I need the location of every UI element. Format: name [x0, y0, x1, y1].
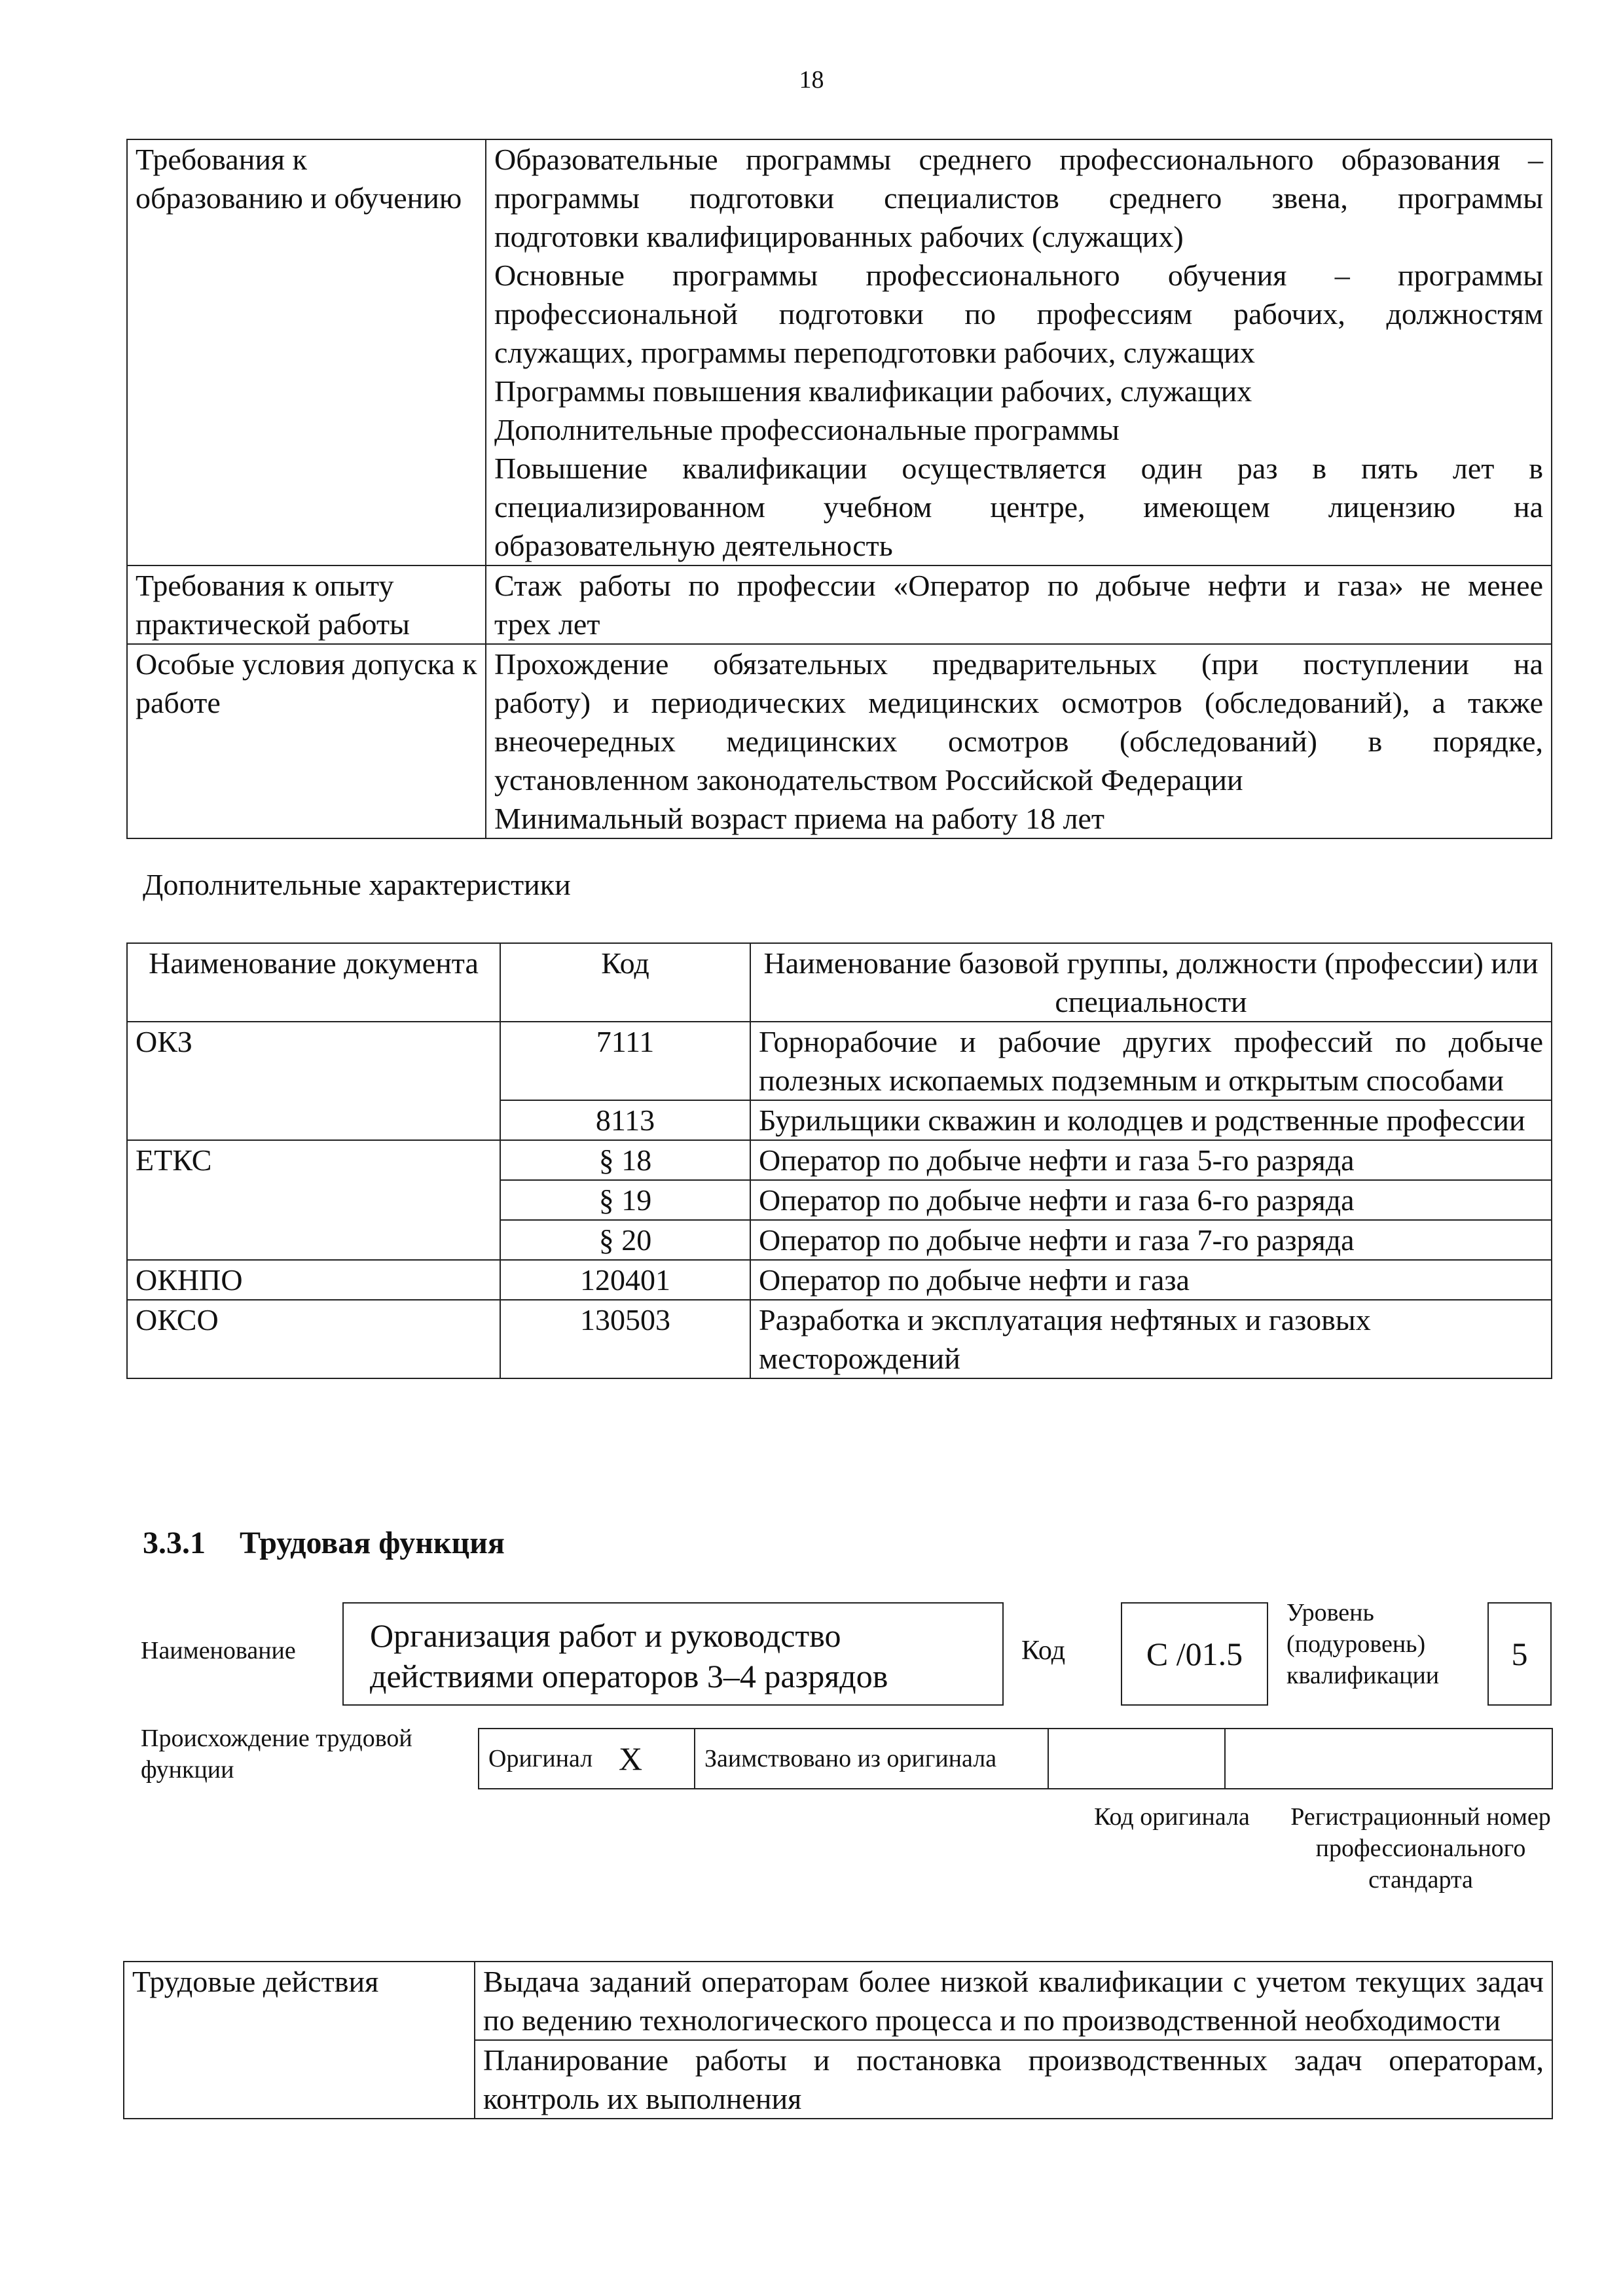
table-row: [127, 139, 1552, 565]
header-code: Код: [500, 943, 750, 1022]
req-text-experience: Стаж работы по профессии «Оператор по добыче нефти и газа» не менее трех лет: [486, 565, 1552, 644]
table-row: [127, 1140, 1552, 1180]
caption-registration-number: Регистрационный номер профессионального стандарта: [1290, 1803, 1551, 1893]
level-value-box: 5: [1487, 1602, 1552, 1706]
origin-reg-cell: [1225, 1729, 1552, 1789]
code-label: Код: [1021, 1636, 1066, 1666]
table-row: [127, 1300, 1552, 1378]
doc-cell: ОКЗ: [127, 1022, 500, 1140]
code-cell: 130503: [500, 1300, 750, 1378]
code-cell: § 18: [500, 1140, 750, 1180]
level-label: Уровень (подуровень) квалификации: [1286, 1599, 1440, 1689]
origin-mark-cell: X: [610, 1729, 695, 1789]
caption-original-code: Код оригинала: [1094, 1803, 1250, 1831]
table-row: [124, 1962, 1552, 2040]
section-title: [143, 1525, 505, 1561]
name-label: Наименование: [141, 1637, 296, 1664]
code-cell: 120401: [500, 1260, 750, 1300]
code-cell: 7111: [500, 1022, 750, 1100]
labor-action-item: Планирование работы и постановка производственных задач операторам, контроль их выполнения: [475, 2040, 1552, 2119]
table-header-row: [127, 943, 1552, 1022]
code-cell: 8113: [500, 1100, 750, 1140]
doc-cell: ОКСО: [127, 1300, 500, 1378]
origin-table: [478, 1728, 1553, 1789]
code-cell: § 19: [500, 1180, 750, 1220]
function-code-box: C /01.5: [1121, 1602, 1268, 1706]
req-label-admission: Особые условия допуска к работе: [127, 644, 486, 838]
name-cell: Горнорабочие и рабочие других профессий по добыче полезных ископаемых подземным и открытым способами: [750, 1022, 1552, 1100]
doc-cell: ЕТКС: [127, 1140, 500, 1260]
requirements-table: [126, 139, 1552, 839]
header-document: Наименование документа: [127, 943, 500, 1022]
name-cell: Бурильщики скважин и колодцев и родственные профессии: [750, 1100, 1552, 1140]
doc-cell: ОКНПО: [127, 1260, 500, 1300]
origin-code-cell: [1048, 1729, 1225, 1789]
labor-actions-table: [123, 1961, 1553, 2119]
characteristics-table: [126, 942, 1552, 1379]
name-cell: Оператор по добыче нефти и газа 5-го разряда: [750, 1140, 1552, 1180]
code-cell: § 20: [500, 1220, 750, 1260]
table-row: [127, 644, 1552, 838]
table-row: [127, 565, 1552, 644]
page-number: 18: [799, 66, 824, 94]
origin-original-cell: Оригинал: [479, 1729, 610, 1789]
labor-actions-label: Трудовые действия: [124, 1962, 475, 2119]
req-text-admission: Прохождение обязательных предварительных (при поступлении на работу) и периодических медицинских осмотров (обследований), а также внеочередных медицинских осмотров (обследований) в порядке, установленном законодательством Российской Федерации Минимальный возраст приема на работу 18 лет: [486, 644, 1552, 838]
req-label-education: Требования к образованию и обучению: [127, 139, 486, 565]
origin-borrowed-cell: Заимствовано из оригинала: [695, 1729, 1048, 1789]
origin-label: Происхождение трудовой функции: [141, 1725, 412, 1784]
req-text-education: Образовательные программы среднего профессионального образования – программы подготовки специалистов среднего звена, программы подготовки квалифицированных рабочих (служащих) Основные программы профессионального обучения – программы профессиональной подготовки по профессиям рабочих, должностям служащих, программы переподготовки рабочих, служащих Программы повышения квалификации рабочих, служащих Дополнительные профессиональные программы Повышение квалификации осуществляется один раз в пять лет в специализированном учебном центре, имеющем лицензию на образовательную деятельность: [486, 139, 1552, 565]
table-row: [479, 1729, 1552, 1789]
name-cell: Оператор по добыче нефти и газа 7-го разряда: [750, 1220, 1552, 1260]
section-number: 3.3.1: [143, 1526, 206, 1560]
name-cell: Разработка и эксплуатация нефтяных и газовых месторождений: [750, 1300, 1552, 1378]
table-row: [127, 1022, 1552, 1100]
req-label-experience: Требования к опыту практической работы: [127, 565, 486, 644]
section-heading: Трудовая функция: [240, 1526, 505, 1560]
header-name: Наименование базовой группы, должности (профессии) или специальности: [750, 943, 1552, 1022]
name-cell: Оператор по добыче нефти и газа 6-го разряда: [750, 1180, 1552, 1220]
name-cell: Оператор по добыче нефти и газа: [750, 1260, 1552, 1300]
labor-action-item: Выдача заданий операторам более низкой квалификации с учетом текущих задач по ведению технологического процесса и по производственной необходимости: [475, 1962, 1552, 2040]
additional-heading: Дополнительные характеристики: [143, 868, 571, 901]
function-name-box: Организация работ и руководство действиями операторов 3–4 разрядов: [342, 1602, 1004, 1706]
table-row: [127, 1260, 1552, 1300]
